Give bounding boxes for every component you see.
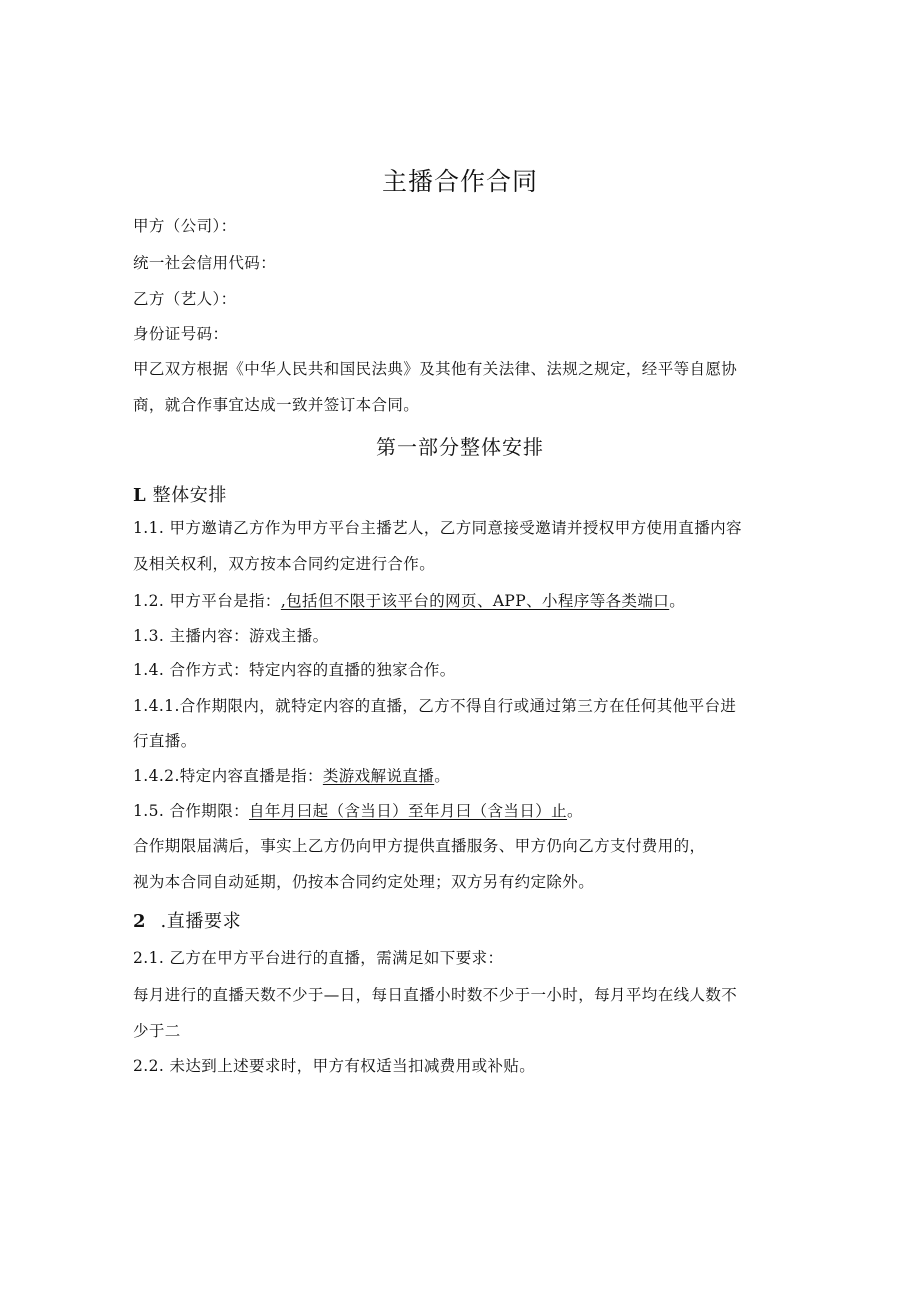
document-title: 主播合作合同 — [381, 167, 538, 196]
clause-1-4-2-suffix: 。 — [434, 767, 451, 785]
platform-blank: ,包括但不限于该平台的网页、APP、小程序等各类端口 — [280, 592, 670, 610]
section-1-heading — [133, 484, 227, 508]
party-b-line: 乙方（艺人）： — [133, 290, 237, 308]
clause-2-2: 2.2. 未达到上述要求时，甲方有权适当扣减费用或补贴。 — [133, 1057, 536, 1075]
clause-1-4-2 — [133, 766, 450, 786]
clause-1-5-prefix: 1.5. 合作期限： — [133, 802, 250, 820]
section-2-heading — [133, 910, 241, 934]
intro-line-1: 甲乙双方根据《中华人民共和国民法典》及其他有关法律、法规之规定，经平等自愿协 — [133, 360, 738, 378]
clause-1-1-line-1: 1.1. 甲方邀请乙方作为甲方平台主播艺人，乙方同意接受邀请并授权甲方使用直播内容 — [133, 519, 742, 537]
party-a-line: 甲方（公司）： — [133, 217, 237, 235]
clause-2-1: 2.1. 乙方在甲方平台进行的直播，需满足如下要求： — [133, 949, 504, 967]
renewal-line-1: 合作期限届满后，事实上乙方仍向甲方提供直播服务、甲方仍向乙方支付费用的， — [133, 837, 706, 855]
section-2-number: 2 — [133, 911, 147, 932]
clause-1-2-suffix: 。 — [669, 592, 686, 610]
intro-line-2: 商，就合作事宜达成一致并签订本合同。 — [133, 396, 420, 414]
section-1-number: L — [133, 485, 147, 506]
clause-1-1-line-2: 及相关权利，双方按本合同约定进行合作。 — [133, 555, 436, 573]
renewal-line-2: 视为本合同自动延期，仍按本合同约定处理；双方另有约定除外。 — [133, 873, 595, 891]
content-type-blank: 类游戏解说直播 — [322, 767, 435, 785]
id-number-line: 身份证号码： — [133, 325, 229, 343]
section-2-title: .直播要求 — [160, 911, 242, 932]
clause-1-5 — [133, 801, 583, 821]
term-period-blank: 自年月曰起（含当日）至年月曰（含当日）止 — [249, 802, 568, 820]
clause-1-4: 1.4. 合作方式：特定内容的直播的独家合作。 — [133, 661, 456, 679]
part-one-title: 第一部分整体安排 — [376, 435, 544, 459]
credit-code-line: 统一社会信用代码： — [133, 254, 277, 272]
section-1-title: 整体安排 — [152, 485, 227, 506]
requirements-line-2: 少于二 — [133, 1022, 181, 1040]
clause-1-4-2-prefix: 1.4.2.特定内容直播是指： — [133, 767, 323, 785]
clause-1-2-prefix: 1.2. 甲方平台是指： — [133, 592, 281, 610]
clause-1-4-1-line-1: 1.4.1.合作期限内，就特定内容的直播，乙方不得自行或通过第三方在任何其他平台进 — [133, 697, 737, 715]
requirements-line-1: 每月进行的直播天数不少于—日，每日直播小时数不少于一小时，每月平均在线人数不 — [133, 986, 738, 1004]
clause-1-5-suffix: 。 — [567, 802, 583, 820]
clause-1-4-1-line-2: 行直播。 — [133, 732, 197, 750]
clause-1-2 — [133, 591, 685, 611]
clause-1-3: 1.3. 主播内容：游戏主播。 — [133, 627, 329, 645]
